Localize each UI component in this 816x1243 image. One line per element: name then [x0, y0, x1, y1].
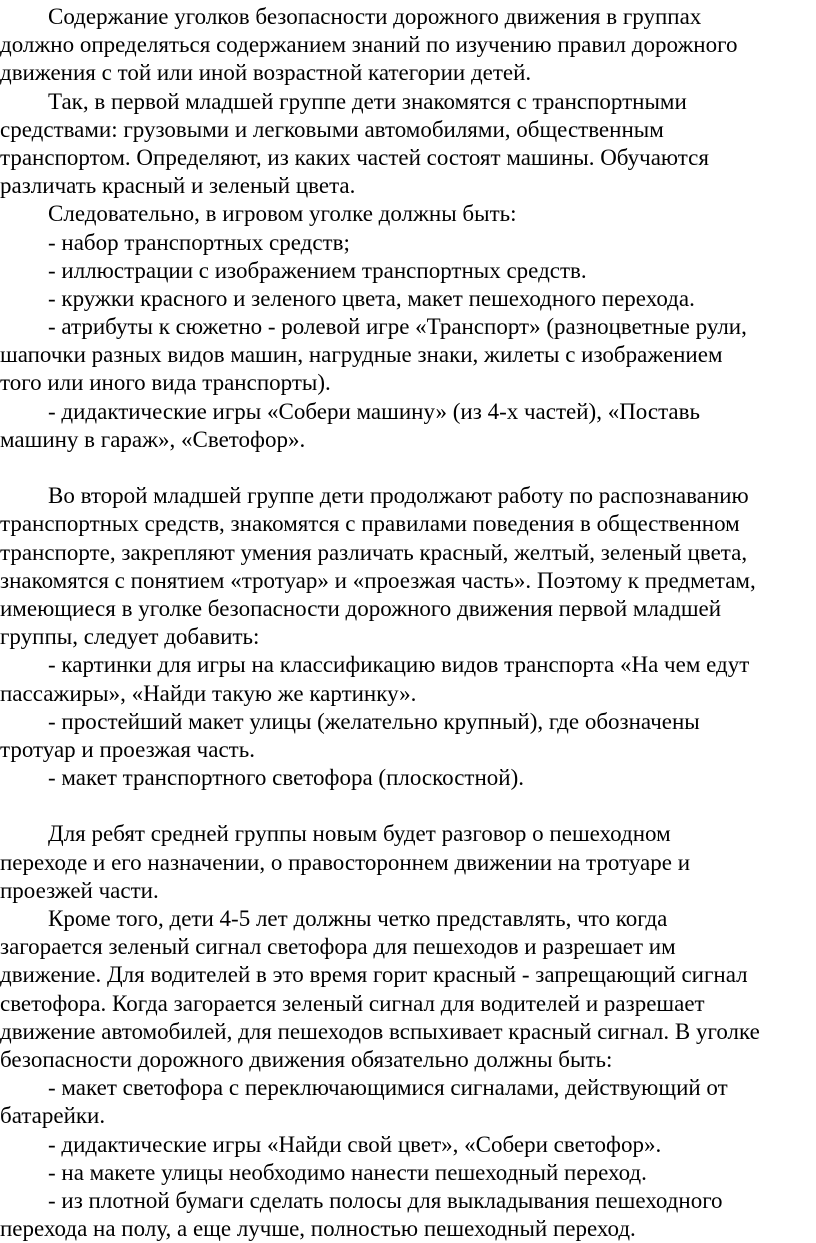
paragraph	[0, 313, 816, 398]
text-line: светофора. Когда загорается зеленый сигнал для водителей и разрешает	[0, 990, 705, 1016]
text-line: - макет транспортного светофора (плоскостной).	[48, 765, 525, 791]
text-line: - макет светофора с переключающимися сигналами, действующий от	[48, 1075, 728, 1101]
text-line: - простейший макет улицы (желательно крупный), где обозначены	[48, 708, 700, 734]
paragraph	[0, 200, 816, 228]
text-line: - кружки красного и зеленого цвета, макет пешеходного перехода.	[48, 285, 695, 311]
text-line: тротуар и проезжая часть.	[0, 736, 255, 762]
text-line: средствами: грузовыми и легковыми автомобилями, общественным	[0, 116, 664, 142]
text-line: Содержание уголков безопасности дорожного движения в группах	[48, 4, 702, 29]
paragraph	[0, 482, 816, 651]
text-line: Так, в первой младшей группе дети знакомятся с транспортными	[48, 88, 687, 114]
text-line: того или иного вида транспорты).	[0, 370, 331, 396]
text-line: знакомятся с понятием «тротуар» и «проезжая часть». Поэтому к предметам,	[0, 567, 756, 593]
paragraph	[0, 905, 816, 1074]
blank-line	[0, 792, 816, 820]
text-line: - атрибуты к сюжетно - ролевой игре «Транспорт» (разноцветные рули,	[48, 314, 747, 340]
text-line: батарейки.	[0, 1103, 106, 1129]
paragraph	[0, 1159, 816, 1187]
paragraph	[0, 3, 816, 88]
paragraph	[0, 1074, 816, 1130]
text-line: загорается зеленый сигнал светофора для пешеходов и разрешает им	[0, 934, 676, 960]
text-line: имеющиеся в уголке безопасности дорожного движения первой младшей	[0, 595, 722, 621]
paragraph	[0, 285, 816, 313]
blank-line	[0, 454, 816, 482]
text-line: пассажиры», «Найди такую же картинку».	[0, 680, 417, 706]
paragraph	[0, 764, 816, 792]
paragraph	[0, 229, 816, 257]
text-line: различать красный и зеленый цвета.	[0, 173, 356, 199]
text-line: Кроме того, дети 4-5 лет должны четко представлять, что когда	[48, 906, 668, 931]
text-line: движение. Для водителей в это время горит красный - запрещающий сигнал	[0, 962, 748, 988]
text-line: шапочки разных видов машин, нагрудные знаки, жилеты с изображением	[0, 342, 723, 368]
text-line: движение автомобилей, для пешеходов вспыхивает красный сигнал. В уголке	[0, 1018, 760, 1044]
text-line: машину в гараж», «Светофор».	[0, 426, 306, 452]
text-line: должно определяться содержанием знаний по изучению правил дорожного	[0, 32, 738, 58]
text-line: переходе и его назначении, о правостороннем движении на тротуаре и	[0, 849, 691, 875]
text-line: Следовательно, в игровом уголке должны быть:	[48, 201, 517, 227]
paragraph	[0, 257, 816, 285]
paragraph	[0, 1187, 816, 1243]
paragraph	[0, 88, 816, 201]
text-line: Для ребят средней группы новым будет разговор о пешеходном	[48, 821, 671, 847]
text-line: - набор транспортных средств;	[48, 229, 350, 255]
text-line: транспортных средств, знакомятся с правилами поведения в общественном	[0, 511, 740, 537]
text-line: - дидактические игры «Найди свой цвет», «Собери светофор».	[48, 1131, 662, 1157]
text-line: - из плотной бумаги сделать полосы для выкладывания пешеходного	[48, 1187, 723, 1213]
text-line: - картинки для игры на классификацию видов транспорта «На чем едут	[48, 652, 750, 678]
text-line: безопасности дорожного движения обязательно должны быть:	[0, 1046, 613, 1072]
text-line: транспортом. Определяют, из каких частей состоят машины. Обучаются	[0, 144, 709, 170]
paragraph	[0, 651, 816, 707]
text-line: - иллюстрации с изображением транспортных средств.	[48, 257, 587, 283]
text-line: транспорте, закрепляют умения различать красный, желтый, зеленый цвета,	[0, 539, 748, 565]
text-line: проезжей части.	[0, 877, 159, 903]
paragraph	[0, 708, 816, 764]
text-line: перехода на полу, а еще лучше, полностью пешеходный переход.	[0, 1216, 636, 1242]
text-line: - на макете улицы необходимо нанести пешеходный переход.	[48, 1159, 647, 1185]
paragraph	[0, 398, 816, 454]
text-line: движения с той или иной возрастной категории детей.	[0, 60, 532, 86]
text-line: группы, следует добавить:	[0, 624, 260, 650]
paragraph	[0, 1131, 816, 1159]
text-line: Во второй младшей группе дети продолжают работу по распознаванию	[48, 483, 749, 509]
document-body	[0, 3, 816, 1243]
text-line: - дидактические игры «Собери машину» (из 4-х частей), «Поставь	[48, 398, 700, 424]
paragraph	[0, 820, 816, 905]
